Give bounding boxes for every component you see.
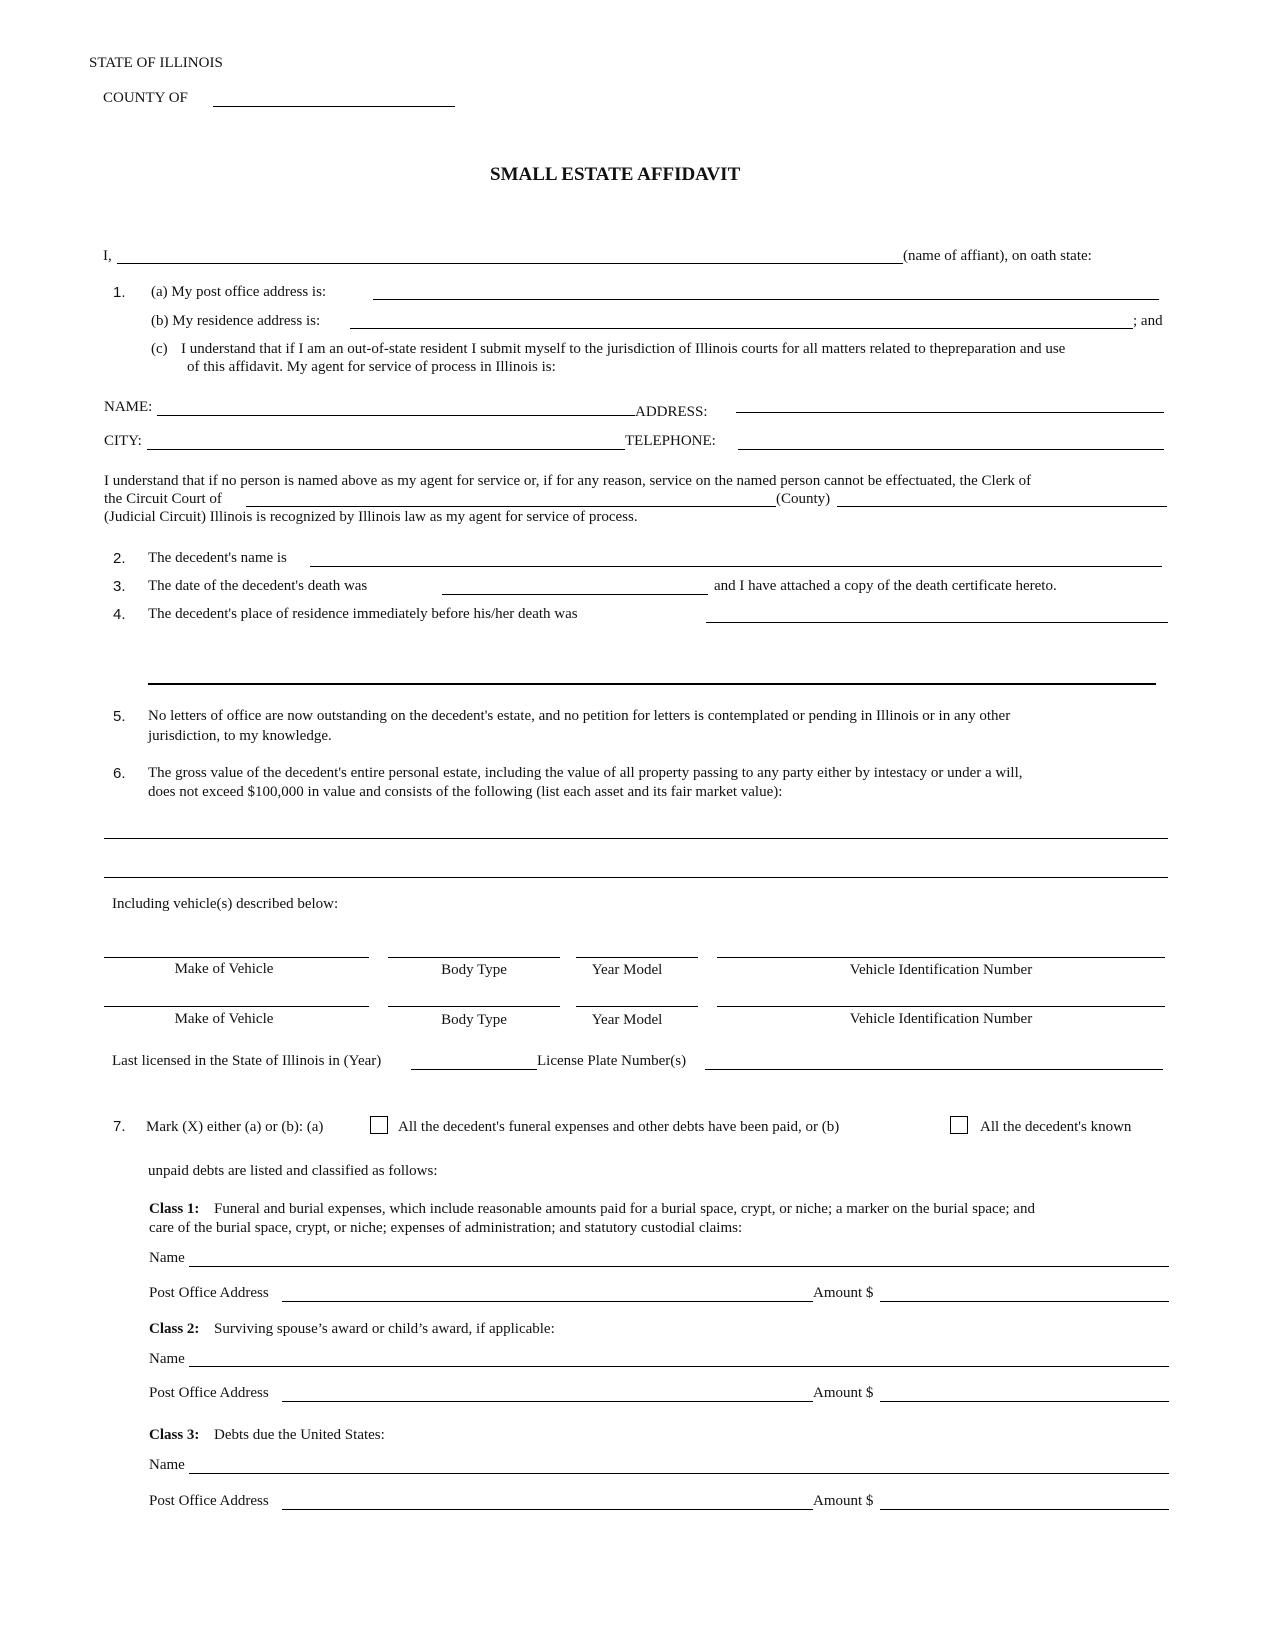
vehicle2-make-field[interactable] — [104, 1006, 369, 1007]
item4-number: 4. — [113, 606, 126, 623]
class2-name-label: Name — [149, 1351, 185, 1367]
agent-address-label: ADDRESS: — [635, 404, 708, 420]
circuit-court-field[interactable] — [246, 506, 776, 507]
class2-text: Surviving spouse’s award or child’s award, if applicable: — [214, 1321, 555, 1337]
clerk-county-label: (County) — [776, 491, 831, 507]
class2-address-field[interactable] — [282, 1401, 813, 1402]
mark-label: Mark (X) either (a) or (b): (a) — [146, 1119, 324, 1135]
vehicle1-year-label: Year Model — [591, 962, 663, 978]
agent-name-field[interactable] — [157, 415, 635, 416]
residence-death-field-line2[interactable] — [148, 683, 1156, 685]
item6-line1: The gross value of the decedent's entire personal estate, including the value of all property passing to any party either by intestacy or under a will, — [148, 765, 1023, 781]
debts-paid-checkbox[interactable] — [370, 1116, 388, 1134]
death-date-label: The date of the decedent's death was — [148, 578, 368, 594]
intro-suffix: (name of affiant), on oath state: — [903, 248, 1092, 264]
license-plate-field[interactable] — [705, 1069, 1163, 1070]
class3-amount-label: Amount $ — [813, 1493, 874, 1509]
county-field[interactable] — [213, 106, 455, 107]
agent-telephone-field[interactable] — [738, 449, 1164, 450]
vehicle1-make-label: Make of Vehicle — [174, 961, 274, 977]
item5-line2: jurisdiction, to my knowledge. — [148, 728, 332, 744]
class1-address-label: Post Office Address — [149, 1285, 269, 1301]
vehicle2-body-field[interactable] — [388, 1006, 560, 1007]
clerk-county-field[interactable] — [837, 506, 1167, 507]
class1-amount-label: Amount $ — [813, 1285, 874, 1301]
last-licensed-label: Last licensed in the State of Illinois in (Year) — [112, 1053, 382, 1069]
item7-continuation: unpaid debts are listed and classified as follows: — [148, 1163, 438, 1179]
class2-amount-field[interactable] — [880, 1401, 1169, 1402]
item5-line1: No letters of office are now outstanding on the decedent's estate, and no petition for letters is contemplated or pending in Illinois or in any other — [148, 708, 1011, 724]
vehicle2-vin-field[interactable] — [717, 1006, 1165, 1007]
class1-address-field[interactable] — [282, 1301, 813, 1302]
item1c-text: I understand that if I am an out-of-state resident I submit myself to the jurisdiction of Illinois courts for all matters related to thepreparation and use of this affidavit. My agent for service of process in Illinois is: — [181, 341, 1066, 375]
class1-line1: Funeral and burial expenses, which include reasonable amounts paid for a burial space, crypt, or niche; a marker on the burial space; and — [214, 1201, 1035, 1217]
residence-suffix: ; and — [1133, 313, 1163, 329]
class2-name-field[interactable] — [189, 1366, 1169, 1367]
affiant-name-field[interactable] — [117, 263, 903, 264]
residence-field[interactable] — [350, 328, 1133, 329]
clerk-line3: (Judicial Circuit) Illinois is recognized by Illinois law as my agent for service of process. — [104, 509, 638, 525]
item1c-label: (c) — [151, 341, 168, 357]
class1-name-field[interactable] — [189, 1266, 1169, 1267]
last-licensed-year-field[interactable] — [411, 1069, 537, 1070]
vehicle1-make-field[interactable] — [104, 957, 369, 958]
asset-line-2[interactable] — [104, 877, 1168, 878]
class3-text: Debts due the United States: — [214, 1427, 385, 1443]
decedent-name-label: The decedent's name is — [148, 550, 287, 566]
item6-number: 6. — [113, 765, 126, 782]
vehicle2-make-label: Make of Vehicle — [174, 1011, 274, 1027]
class3-name-label: Name — [149, 1457, 185, 1473]
state-heading: STATE OF ILLINOIS — [89, 55, 223, 71]
agent-address-field[interactable] — [736, 412, 1164, 413]
vehicle1-vin-label: Vehicle Identification Number — [849, 962, 1033, 978]
clerk-line1: I understand that if no person is named above as my agent for service or, if for any reason, service on the named person cannot be effectuated, the Clerk of — [104, 473, 1032, 489]
vehicle1-vin-field[interactable] — [717, 957, 1165, 958]
death-certificate-text: and I have attached a copy of the death certificate hereto. — [714, 578, 1057, 594]
intro-prefix: I, — [103, 248, 112, 264]
residence-death-label: The decedent's place of residence immediately before his/her death was — [148, 606, 578, 622]
item2-number: 2. — [113, 550, 126, 567]
item6-line2: does not exceed $100,000 in value and consists of the following (list each asset and its fair market value): — [148, 784, 783, 800]
vehicle1-body-label: Body Type — [441, 962, 507, 978]
residence-death-field[interactable] — [706, 622, 1168, 623]
debts-listed-checkbox[interactable] — [950, 1116, 968, 1134]
vehicle2-year-label: Year Model — [591, 1012, 663, 1028]
class1-name-label: Name — [149, 1250, 185, 1266]
post-office-field[interactable] — [373, 299, 1159, 300]
item1-number: 1. — [113, 284, 126, 301]
death-date-field[interactable] — [442, 594, 708, 595]
class3-amount-field[interactable] — [880, 1509, 1169, 1510]
class1-line2: care of the burial space, crypt, or niche; expenses of administration; and statutory custodial claims: — [149, 1220, 743, 1236]
clerk-line2-prefix: the Circuit Court of — [104, 491, 222, 507]
class2-amount-label: Amount $ — [813, 1385, 874, 1401]
class2-title: Class 2: — [149, 1321, 200, 1337]
class1-title: Class 1: — [149, 1201, 200, 1217]
county-label: COUNTY OF — [103, 90, 188, 106]
vehicle2-year-field[interactable] — [576, 1006, 698, 1007]
agent-city-field[interactable] — [147, 449, 625, 450]
item3-number: 3. — [113, 578, 126, 595]
agent-name-label: NAME: — [104, 399, 153, 415]
vehicle-intro: Including vehicle(s) described below: — [112, 896, 339, 912]
item5-number: 5. — [113, 708, 126, 725]
vehicle1-body-field[interactable] — [388, 957, 560, 958]
class2-address-label: Post Office Address — [149, 1385, 269, 1401]
license-plate-label: License Plate Number(s) — [537, 1053, 687, 1069]
agent-city-label: CITY: — [104, 433, 142, 449]
class3-address-label: Post Office Address — [149, 1493, 269, 1509]
page-title: SMALL ESTATE AFFIDAVIT — [490, 164, 741, 185]
decedent-name-field[interactable] — [310, 566, 1162, 567]
class3-title: Class 3: — [149, 1427, 200, 1443]
asset-line-1[interactable] — [104, 838, 1168, 839]
class1-amount-field[interactable] — [880, 1301, 1169, 1302]
residence-label: (b) My residence address is: — [151, 313, 321, 329]
class3-address-field[interactable] — [282, 1509, 813, 1510]
agent-telephone-label: TELEPHONE: — [625, 433, 716, 449]
debts-listed-text: All the decedent's known — [980, 1119, 1132, 1135]
vehicle1-year-field[interactable] — [576, 957, 698, 958]
debts-paid-text: All the decedent's funeral expenses and other debts have been paid, or (b) — [398, 1119, 840, 1135]
item7-number: 7. — [113, 1118, 126, 1135]
vehicle2-body-label: Body Type — [441, 1012, 507, 1028]
post-office-label: (a) My post office address is: — [151, 284, 327, 300]
vehicle2-vin-label: Vehicle Identification Number — [849, 1011, 1033, 1027]
class3-name-field[interactable] — [189, 1473, 1169, 1474]
